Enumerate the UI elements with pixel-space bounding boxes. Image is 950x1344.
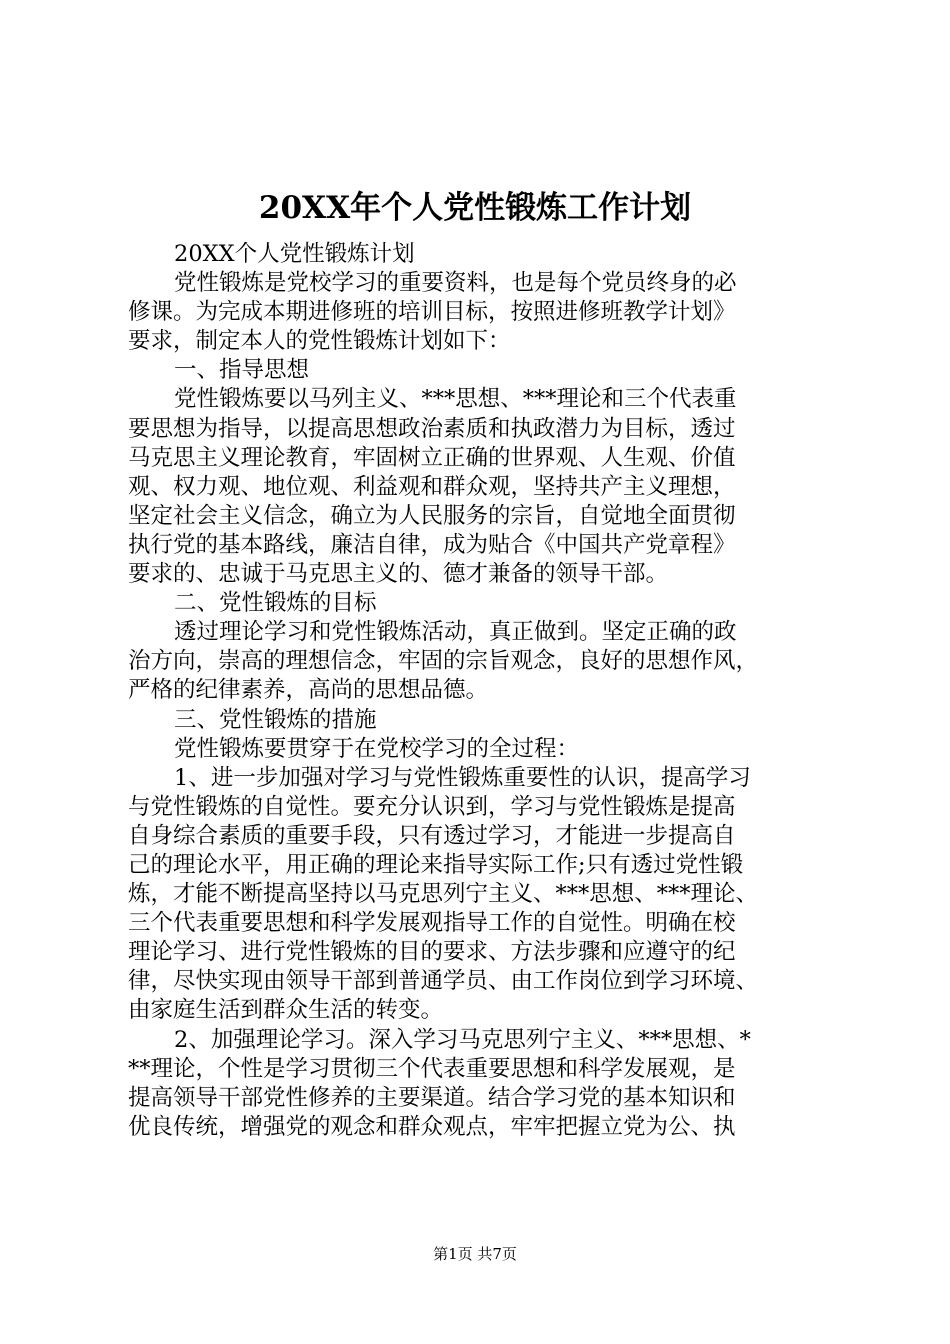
- page-footer: 第1页 共7页: [433, 1245, 517, 1263]
- paragraph-line: 党性锻炼是党校学习的重要资料，也是每个党员终身的必: [174, 270, 737, 297]
- paragraph-line: 执行党的基本路线，廉洁自律，成为贴合《中国共产党章程》: [128, 531, 736, 558]
- paragraph-line: 党性锻炼要贯穿于在党校学习的全过程：: [174, 735, 580, 762]
- subtitle-line: 20XX个人党性锻炼计划: [174, 241, 415, 267]
- paragraph-line: 三个代表重要思想和科学发展观指导工作的自觉性。明确在校: [128, 910, 736, 937]
- paragraph-line: 治方向，崇高的理想信念，牢固的宗旨观念，良好的思想作风，: [128, 648, 759, 675]
- paragraph-line: 与党性锻炼的自觉性。要充分认识到，学习与党性锻炼是提高: [128, 793, 736, 820]
- paragraph-line: 马克思主义理论教育，牢固树立正确的世界观、人生观、价值: [128, 444, 736, 471]
- paragraph-line: 炼，才能不断提高坚持以马克思列宁主义、***思想、***理论、: [128, 881, 759, 908]
- paragraph-line: 党性锻炼要以马列主义、***思想、***理论和三个代表重: [174, 386, 737, 413]
- paragraph-line: 律，尽快实现由领导干部到普通学员、由工作岗位到学习环境、: [128, 968, 759, 995]
- paragraph-line: 要思想为指导，以提高思想政治素质和执政潜力为目标，透过: [128, 415, 736, 442]
- document-title: 20XX年个人党性锻炼工作计划: [258, 190, 692, 226]
- paragraph-line: 要求，制定本人的党性锻炼计划如下：: [128, 328, 511, 355]
- paragraph-line: 优良传统，增强党的观念和群众观点，牢牢把握立党为公、执: [128, 1113, 736, 1140]
- paragraph-line: 修课。为完成本期进修班的培训目标，按照进修班教学计划》: [128, 299, 736, 326]
- paragraph-line: 观、权力观、地位观、利益观和群众观，坚持共产主义理想，: [128, 473, 736, 500]
- section-heading: 二、党性锻炼的目标: [174, 590, 377, 617]
- paragraph-line: 己的理论水平，用正确的理论来指导实际工作;只有透过党性锻: [128, 851, 744, 878]
- section-heading: 三、党性锻炼的措施: [174, 706, 377, 733]
- section-heading: 一、指导思想: [174, 357, 310, 384]
- paragraph-line: 理论学习、进行党性锻炼的目的要求、方法步骤和应遵守的纪: [128, 939, 736, 966]
- document-body: [128, 240, 840, 1142]
- paragraph-line: 透过理论学习和党性锻炼活动，真正做到。坚定正确的政: [174, 619, 737, 646]
- paragraph-line: 要求的、忠诚于马克思主义的、德才兼备的领导干部。: [128, 561, 669, 588]
- paragraph-line: **理论，个性是学习贯彻三个代表重要思想和科学发展观，是: [128, 1055, 736, 1082]
- paragraph-line: 坚定社会主义信念，确立为人民服务的宗旨，自觉地全面贯彻: [128, 502, 736, 529]
- paragraph-line: 自身综合素质的重要手段，只有透过学习，才能进一步提高自: [128, 822, 736, 849]
- paragraph-line: 由家庭生活到群众生活的转变。: [128, 997, 444, 1024]
- paragraph-line: 提高领导干部党性修养的主要渠道。结合学习党的基本知识和: [128, 1084, 736, 1111]
- paragraph-line: 1、进一步加强对学习与党性锻炼重要性的认识，提高学习: [174, 764, 751, 791]
- paragraph-line: 2、加强理论学习。深入学习马克思列宁主义、***思想、*: [174, 1026, 751, 1053]
- paragraph-line: 严格的纪律素养，高尚的思想品德。: [128, 677, 489, 704]
